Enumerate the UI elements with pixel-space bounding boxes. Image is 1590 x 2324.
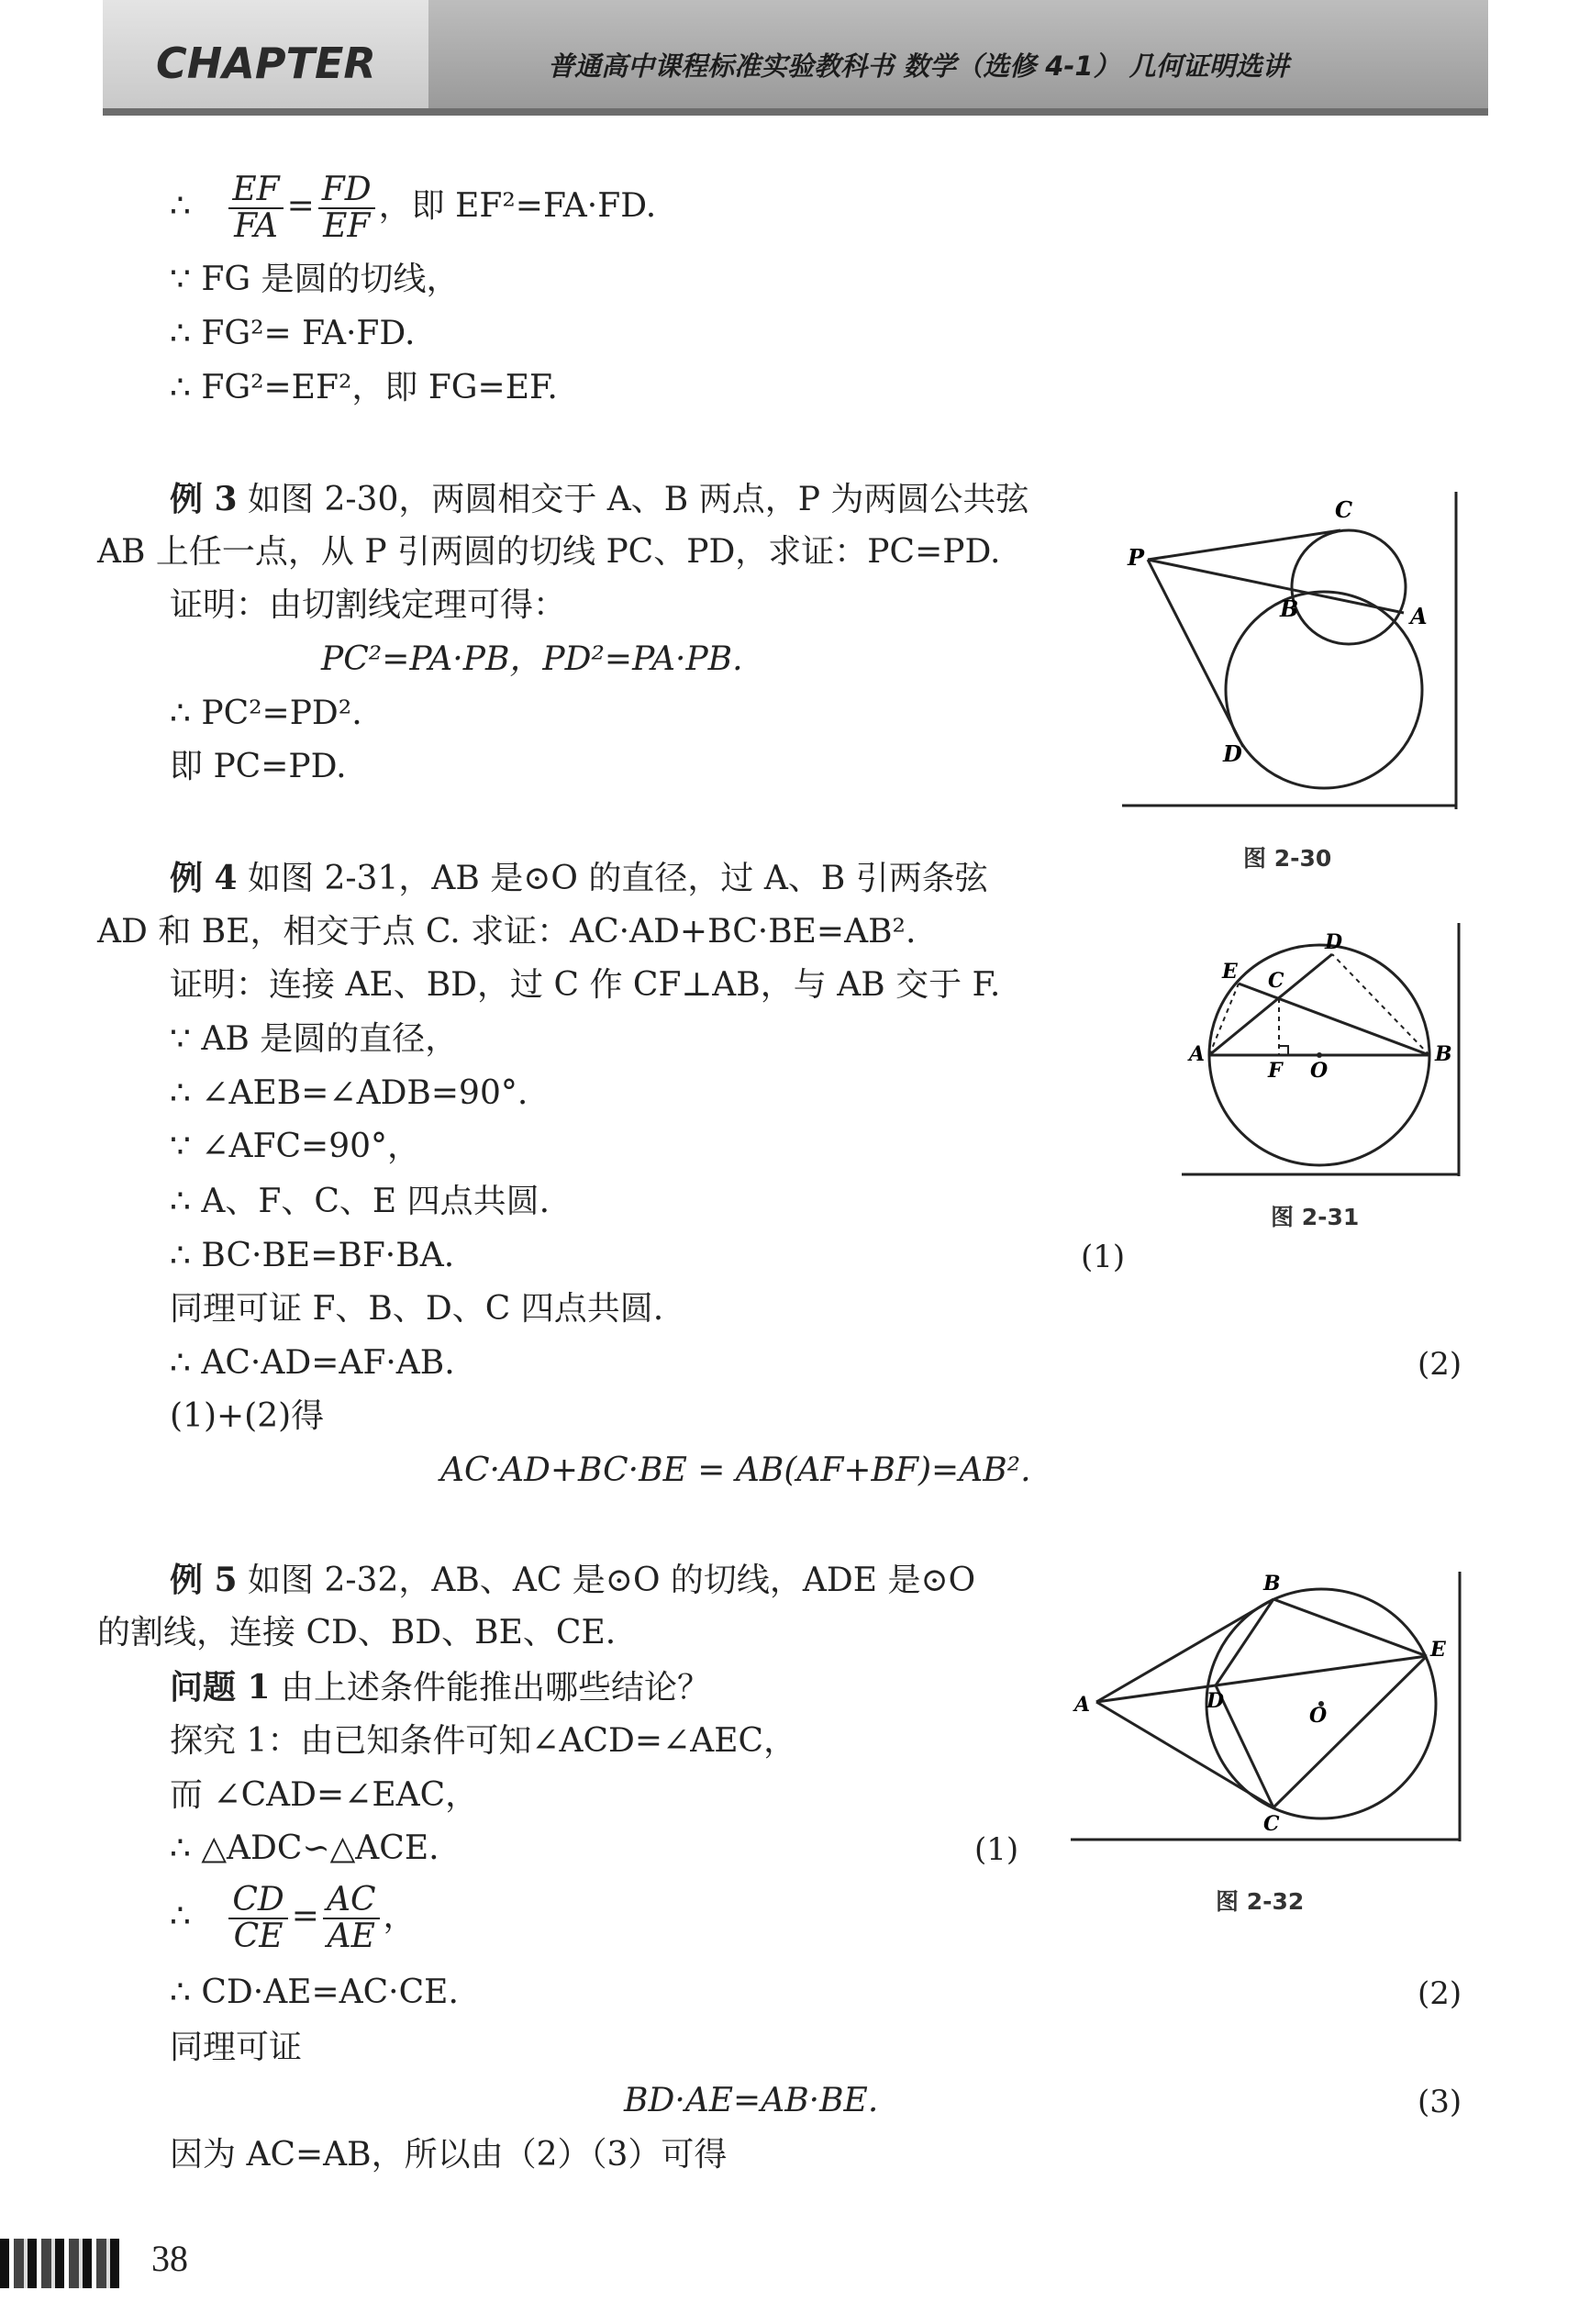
ex3-line-6: 即 PC=PD. [170,748,347,785]
ex5-line-5: 而 ∠CAD=∠EAC， [170,1776,479,1814]
book-title: 普通高中课程标准实验教科书 数学（选修 4-1） 几何证明选讲 [548,50,1289,82]
ex5-line-3: 问题 1 由上述条件能推出哪些结论？ [170,1668,711,1707]
example-label: 例 5 [170,1561,238,1599]
label-o: O [1309,1704,1328,1728]
caption-2-30: 图 2-30 [1243,845,1332,872]
ex5-line-2: 的割线，连接 CD、BD、BE、CE. [97,1614,617,1651]
label-d: D [1223,740,1242,767]
label-p: P [1128,544,1145,571]
figure-2-30 [1115,486,1473,817]
ex4-line-10: ∴ AC·AD=AF·AB. [170,1344,455,1382]
secant-ade [1096,1656,1427,1702]
label-e: E [1222,960,1238,984]
label-b: B [1280,595,1299,622]
label-c: C [1263,1812,1280,1836]
label-a: A [1410,603,1428,629]
top-line-2: ∵ FG 是圆的切线， [170,261,460,298]
label-d: D [1325,930,1343,954]
figure-2-31 [1176,917,1470,1184]
label-a: A [1189,1042,1206,1066]
chapter-label: CHAPTER [156,39,376,88]
top-line-1: ∴ $\frac{EF}{FA}$ = $\frac{FD}{EF}$ ，即 EF²=FA·FD. [170,171,657,245]
example-label: 例 4 [170,859,238,897]
page-header [103,0,1488,116]
ex3-line-4: PC²=PA·PB，PD²=PA·PB. [321,640,743,678]
therefore-symbol: ∴ [170,187,191,225]
ex5-line-10: BD·AE=AB·BE. [624,2082,879,2119]
ex4-line-6: ∵ ∠AFC=90°， [170,1128,421,1165]
label-c: C [1335,496,1353,523]
fraction: $\frac{FD}{EF}$ [318,172,375,244]
equation-number: (1) [1081,1239,1126,1275]
tangent-ab [1096,1599,1273,1702]
segment-be [1273,1599,1427,1656]
ex3-line-3: 证明：由切割线定理可得： [170,586,567,624]
ex5-line-6: ∴ △ADC∽△ACE. [170,1829,439,1867]
equation-number: (1) [974,1831,1019,1868]
ex5-line-1: 例 5 如图 2-32，AB、AC 是⊙O 的切线，ADE 是⊙O [170,1561,976,1599]
ex5-line-4: 探究 1：由已知条件可知∠ACD=∠AEC， [170,1722,797,1760]
equation-number: (3) [1418,2084,1462,2120]
ex5-line-9: 同理可证 [170,2029,303,2066]
question-label: 问题 1 [170,1668,271,1707]
ex5-line-11: 因为 AC=AB，所以由（2）（3）可得 [170,2136,728,2174]
chord-be [1239,984,1429,1055]
caption-2-32: 图 2-32 [1216,1888,1305,1915]
footer-decoration [0,2239,124,2288]
label-a: A [1074,1693,1091,1717]
label-d: D [1206,1689,1225,1713]
top-line-4: ∴ FG²=EF²，即 FG=EF. [170,369,558,406]
ex4-line-2: AD 和 BE，相交于点 C. 求证：AC·AD+BC·BE=AB². [97,913,917,951]
caption-2-31: 图 2-31 [1271,1204,1360,1230]
ex4-line-1: 例 4 如图 2-31，AB 是⊙O 的直径，过 A、B 引两条弦 [170,859,988,897]
example-label: 例 3 [170,480,238,518]
ex3-line-2: AB 上任一点，从 P 引两圆的切线 PC、PD，求证：PC=PD. [97,533,1001,571]
ex5-line-7: ∴ $\frac{CD}{CE}$ = $\frac{AC}{AE}$ ， [170,1881,417,1955]
tangent-ac [1096,1702,1273,1807]
ex5-line-8: ∴ CD·AE=AC·CE. [170,1974,459,2011]
label-b: B [1263,1572,1281,1596]
top-line-3: ∴ FG²= FA·FD. [170,315,416,352]
page-number: 38 [151,2238,188,2279]
label-b: B [1435,1042,1452,1066]
fraction: $\frac{CD}{CE}$ [228,1883,287,1954]
label-e: E [1430,1638,1446,1662]
ex4-line-7: ∴ A、F、C、E 四点共圆. [170,1183,550,1220]
ex4-line-11: (1)+(2)得 [170,1397,325,1435]
equation-number: (2) [1418,1346,1462,1383]
ex4-line-3: 证明：连接 AE、BD，过 C 作 CF⊥AB，与 AB 交于 F. [170,966,1001,1004]
header-chapter-panel [103,0,428,108]
ex4-line-12: AC·AD+BC·BE = AB(AF+BF)=AB². [440,1451,1031,1489]
figure-2-32 [1060,1564,1473,1858]
ex3-line-1: 例 3 如图 2-30，两圆相交于 A、B 两点，P 为两圆公共弦 [170,480,1029,518]
segment-bd [1332,954,1429,1055]
label-o: O [1310,1059,1329,1083]
ex4-line-9: 同理可证 F、B、D、C 四点共圆. [170,1290,664,1328]
equation-number: (2) [1418,1975,1462,2012]
ex4-line-5: ∴ ∠AEB=∠ADB=90°. [170,1074,528,1112]
label-c: C [1268,969,1284,993]
ex4-line-8: ∴ BC·BE=BF·BA. [170,1237,455,1274]
ex3-line-5: ∴ PC²=PD². [170,695,362,732]
fraction: $\frac{EF}{FA}$ [228,172,283,244]
ex4-line-4: ∵ AB 是圆的直径， [170,1020,459,1058]
label-f: F [1268,1059,1283,1083]
fraction: $\frac{AC}{AE}$ [323,1883,380,1954]
